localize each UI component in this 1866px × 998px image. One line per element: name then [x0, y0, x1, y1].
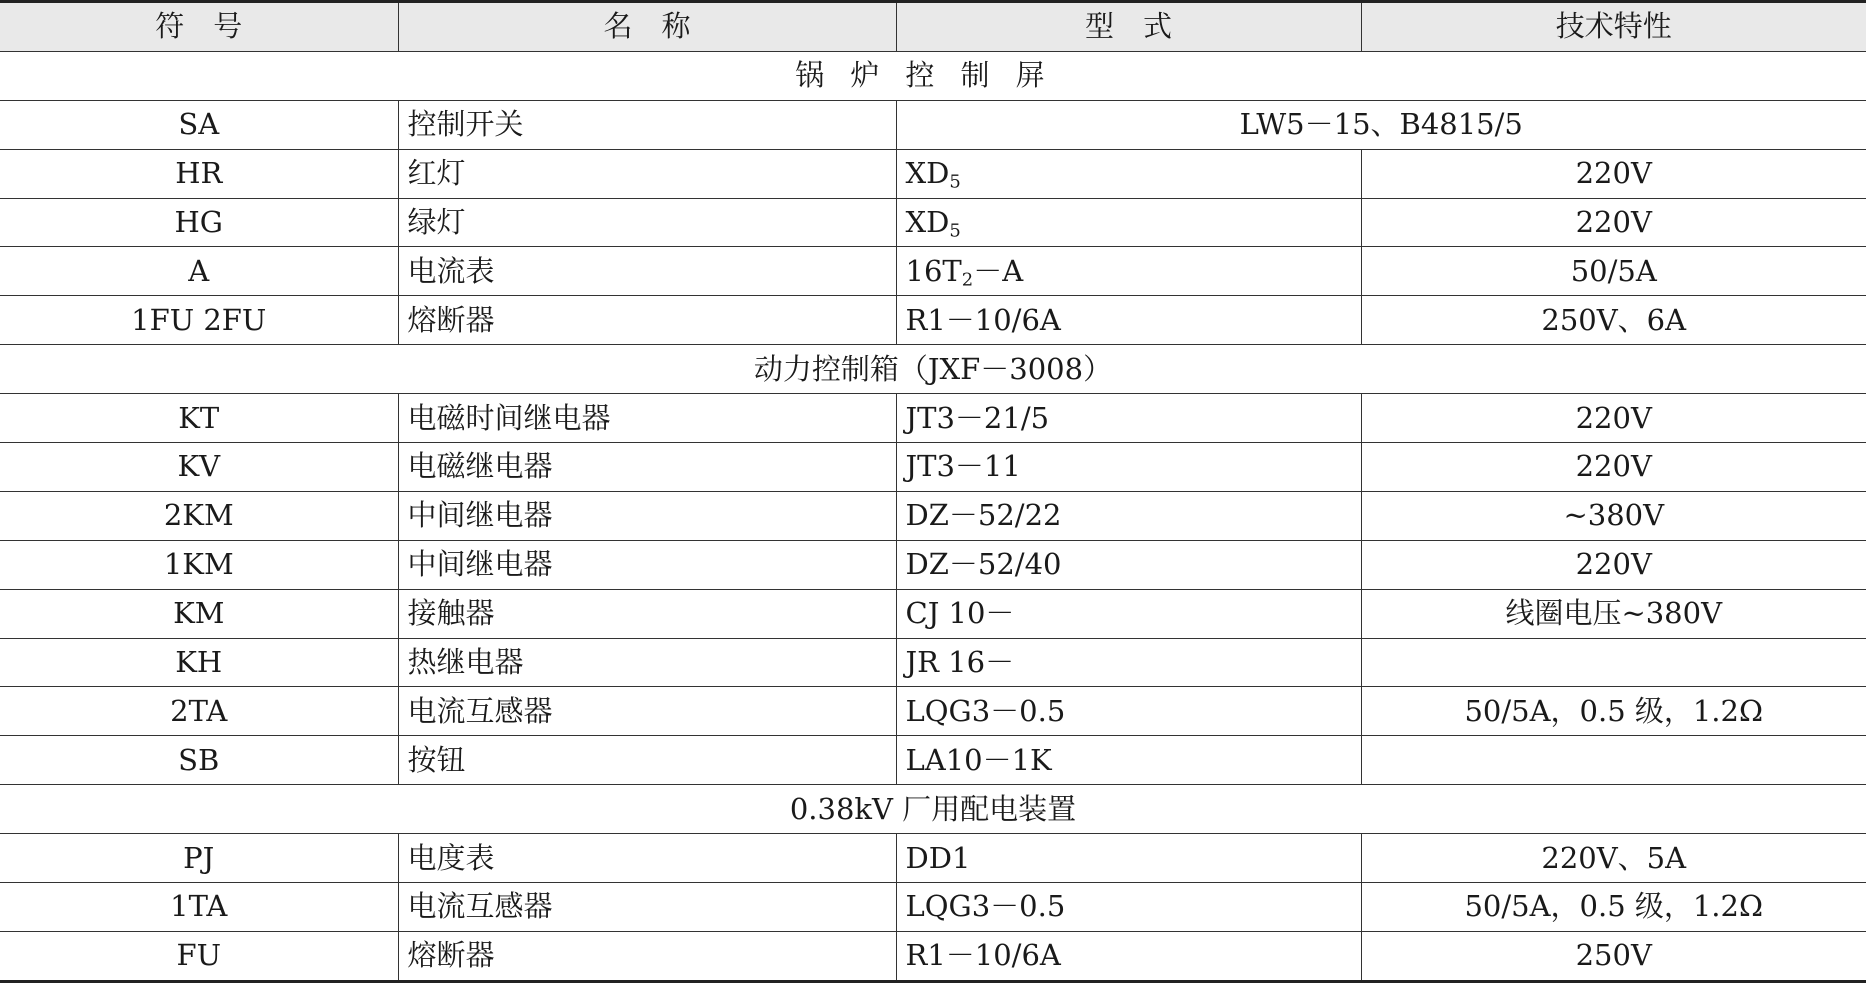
- cell-symbol: FU: [0, 931, 398, 981]
- table-row: [0, 638, 1866, 687]
- cell-name: 中间继电器: [398, 540, 896, 589]
- cell-symbol: SA: [0, 100, 398, 149]
- cell-model: DZ－52/40: [896, 540, 1361, 589]
- section-title: 动力控制箱（JXF－3008）: [0, 345, 1866, 394]
- table-row: [0, 149, 1866, 198]
- cell-spec: 220V: [1361, 394, 1866, 443]
- model-base: XD: [905, 205, 950, 239]
- table-row: [0, 198, 1866, 247]
- cell-spec: [1361, 638, 1866, 687]
- table-row: [0, 589, 1866, 638]
- cell-name: 电流互感器: [398, 883, 896, 932]
- table-header-row: [0, 2, 1866, 52]
- header-name: 名 称: [398, 2, 896, 52]
- table-row: [0, 931, 1866, 981]
- table-row: [0, 540, 1866, 589]
- cell-spec: 220V、5A: [1361, 834, 1866, 883]
- cell-symbol: PJ: [0, 834, 398, 883]
- model-base: XD: [905, 156, 950, 191]
- cell-spec: 220V: [1361, 443, 1866, 492]
- cell-symbol: 2TA: [0, 687, 398, 736]
- cell-symbol: KM: [0, 589, 398, 638]
- cell-model: [896, 149, 1361, 198]
- cell-spec: ~380V: [1361, 491, 1866, 540]
- cell-spec: [1361, 736, 1866, 785]
- cell-model: DZ－52/22: [896, 491, 1361, 540]
- cell-spec: 50/5A: [1361, 247, 1866, 296]
- model-subscript: 2: [961, 269, 974, 291]
- cell-name: 熔断器: [398, 296, 896, 345]
- cell-name: 按钮: [398, 736, 896, 785]
- cell-name: 热继电器: [398, 638, 896, 687]
- cell-symbol: HR: [0, 149, 398, 198]
- cell-spec: 220V: [1361, 540, 1866, 589]
- cell-symbol: KH: [0, 638, 398, 687]
- cell-symbol: 1KM: [0, 540, 398, 589]
- table-row: [0, 834, 1866, 883]
- cell-model: JT3－21/5: [896, 394, 1361, 443]
- model-base: 16T: [905, 253, 962, 288]
- cell-name: 控制开关: [398, 100, 896, 149]
- model-subscript: 5: [949, 171, 961, 193]
- table-row: [0, 394, 1866, 443]
- cell-name: 接触器: [398, 589, 896, 638]
- cell-name: 绿灯: [398, 198, 896, 247]
- cell-model: CJ 10－: [896, 589, 1361, 638]
- cell-model: [896, 247, 1361, 296]
- cell-model: DD1: [896, 834, 1361, 883]
- cell-model: LA10－1K: [896, 736, 1361, 785]
- cell-spec: 220V: [1361, 198, 1866, 247]
- cell-model: R1－10/6A: [896, 931, 1361, 981]
- cell-name: 电度表: [398, 834, 896, 883]
- cell-spec: 50/5A，0.5 级，1.2Ω: [1361, 883, 1866, 932]
- cell-symbol: KV: [0, 443, 398, 492]
- cell-name: 电流互感器: [398, 687, 896, 736]
- cell-symbol: HG: [0, 198, 398, 247]
- cell-name: 红灯: [398, 149, 896, 198]
- cell-spec: 线圈电压~380V: [1361, 589, 1866, 638]
- table-row: [0, 443, 1866, 492]
- cell-model: JR 16－: [896, 638, 1361, 687]
- section-title: 锅炉控制屏: [0, 51, 1866, 100]
- model-subscript: 5: [949, 220, 961, 242]
- cell-spec: 50/5A，0.5 级，1.2Ω: [1361, 687, 1866, 736]
- header-model: 型 式: [896, 2, 1361, 52]
- cell-spec: 250V: [1361, 931, 1866, 981]
- cell-model: R1－10/6A: [896, 296, 1361, 345]
- table-row: [0, 491, 1866, 540]
- header-spec: 技术特性: [1361, 2, 1866, 52]
- table-row: [0, 736, 1866, 785]
- cell-name: 电流表: [398, 247, 896, 296]
- table-row: [0, 883, 1866, 932]
- table-row: [0, 296, 1866, 345]
- cell-name: 中间继电器: [398, 491, 896, 540]
- cell-symbol: 2KM: [0, 491, 398, 540]
- table-row: [0, 247, 1866, 296]
- section-row-boiler-control-panel: [0, 51, 1866, 100]
- cell-symbol: SB: [0, 736, 398, 785]
- cell-symbol: KT: [0, 394, 398, 443]
- cell-symbol: 1TA: [0, 883, 398, 932]
- cell-name: 电磁时间继电器: [398, 394, 896, 443]
- cell-symbol: 1FU 2FU: [0, 296, 398, 345]
- cell-model: LQG3－0.5: [896, 883, 1361, 932]
- section-row-plant-power-distribution: [0, 785, 1866, 834]
- cell-model: JT3－11: [896, 443, 1361, 492]
- section-title: 0.38kV 厂用配电装置: [0, 785, 1866, 834]
- cell-model: LW5－15、B4815/5: [896, 100, 1866, 149]
- header-symbol: 符 号: [0, 2, 398, 52]
- table-row: [0, 687, 1866, 736]
- cell-model: [896, 198, 1361, 247]
- table-row: [0, 100, 1866, 149]
- cell-name: 电磁继电器: [398, 443, 896, 492]
- cell-spec: 250V、6A: [1361, 296, 1866, 345]
- cell-symbol: A: [0, 247, 398, 296]
- cell-spec: 220V: [1361, 149, 1866, 198]
- cell-model: LQG3－0.5: [896, 687, 1361, 736]
- model-tail: －A: [973, 253, 1024, 288]
- section-row-power-control-box: [0, 345, 1866, 394]
- cell-name: 熔断器: [398, 931, 896, 981]
